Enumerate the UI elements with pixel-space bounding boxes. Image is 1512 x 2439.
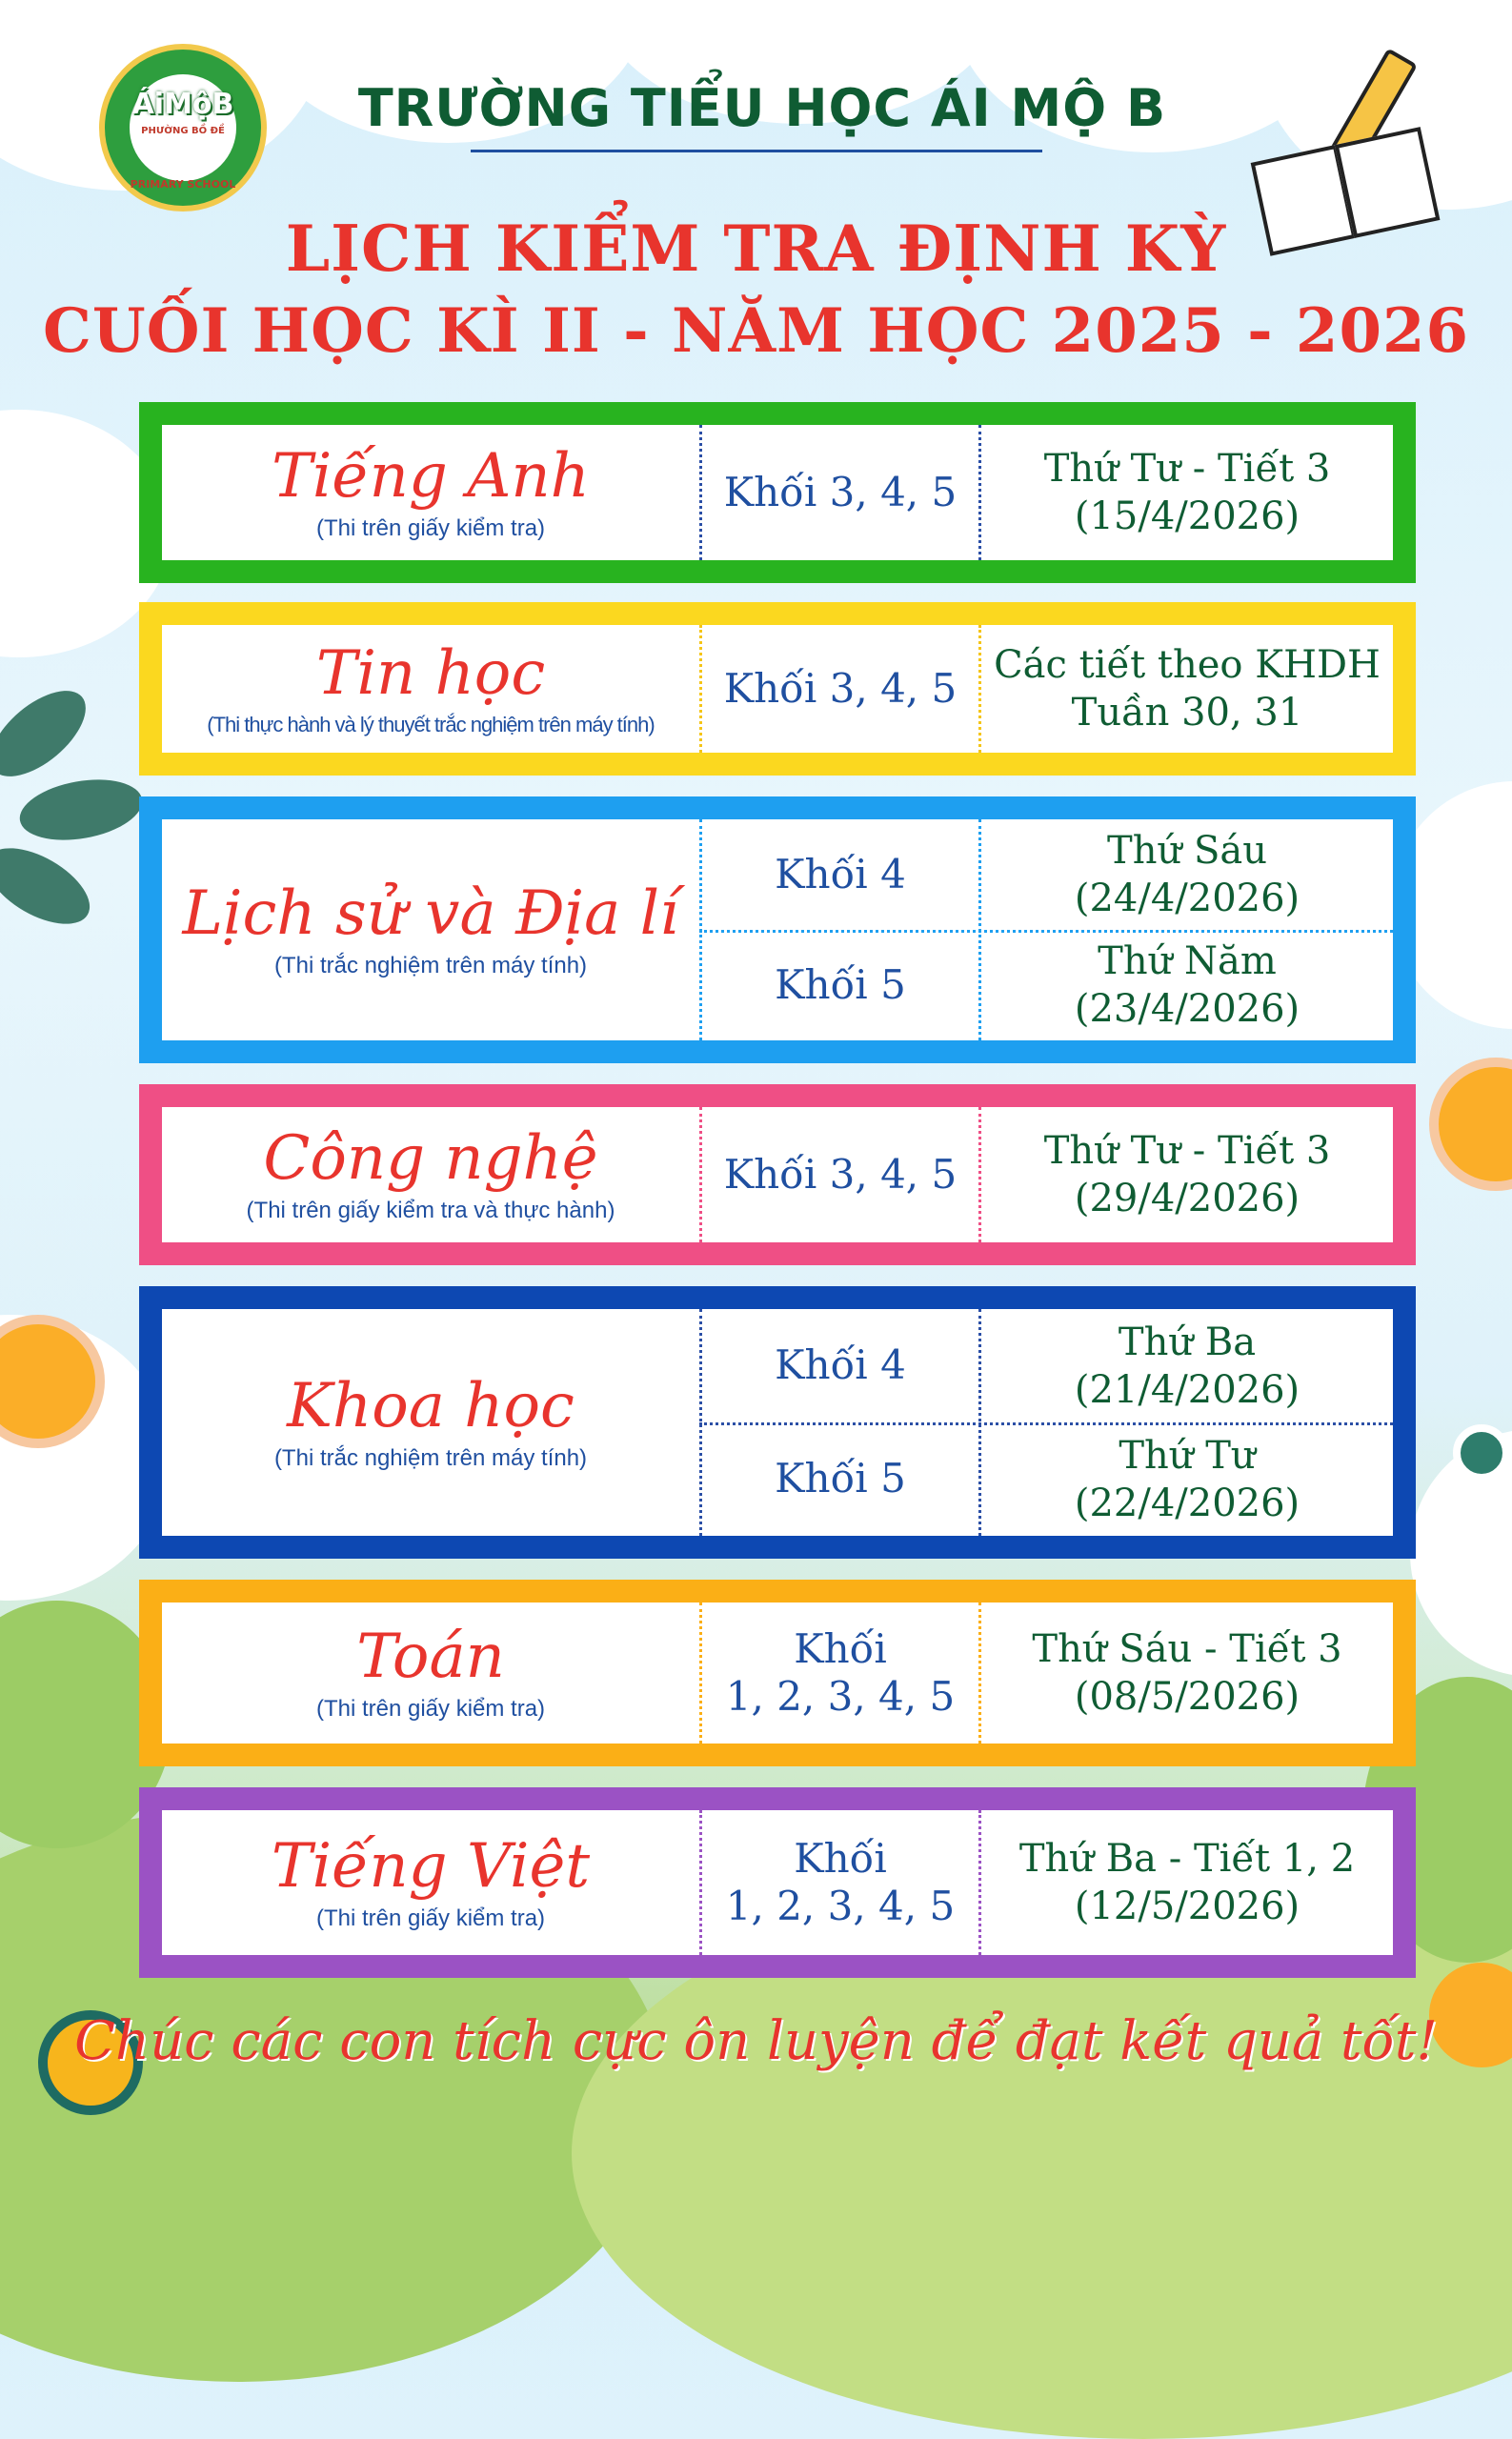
logo-text: ÁiMộB	[131, 88, 234, 121]
date-cell	[981, 625, 1393, 753]
grade-text: Khối 5	[775, 1455, 906, 1502]
subject-cell	[162, 819, 699, 1040]
leaf-decoration	[0, 675, 100, 792]
subject-cell	[162, 1107, 699, 1242]
logo-subtitle: PHƯỜNG BỒ ĐỀ	[141, 126, 225, 136]
subject-name: Khoa học	[287, 1370, 575, 1441]
date-line1: Thứ Tư	[1119, 1433, 1256, 1478]
date-line1: Thứ Ba - Tiết 1, 2	[1018, 1837, 1356, 1881]
grade-cell	[699, 1810, 981, 1955]
date-line2: (24/4/2026)	[1074, 877, 1300, 920]
leaf-decoration	[15, 771, 147, 849]
grade-text: Khối 3, 4, 5	[723, 1150, 958, 1198]
subject-cell	[162, 425, 699, 560]
logo-ring-text: PRIMARY SCHOOL	[130, 178, 236, 191]
school-name: TRƯỜNG TIỂU HỌC ÁI MỘ B	[357, 78, 1167, 138]
subject-card-tieng-anh	[139, 402, 1416, 583]
subject-card-lich-su-dia-li	[139, 796, 1416, 1063]
flower-decoration	[1453, 1424, 1510, 1482]
subject-card-cong-nghe	[139, 1084, 1416, 1265]
grade-text: Khối 3, 4, 5	[723, 664, 958, 712]
grade-cell	[699, 425, 981, 560]
date-line2: (21/4/2026)	[1074, 1367, 1300, 1412]
encouragement-message: Chúc các con tích cực ôn luyện để đạt kết quả tốt!	[74, 2010, 1438, 2072]
grade-cell	[699, 625, 981, 753]
subject-cell	[162, 1810, 699, 1955]
leaf-decoration	[0, 833, 102, 939]
date-cell	[981, 1810, 1393, 1955]
subject-name: Công nghệ	[263, 1122, 598, 1194]
date-line2: (23/4/2026)	[1074, 987, 1300, 1031]
subject-name: Tiếng Việt	[271, 1830, 591, 1902]
subject-card-tieng-viet	[139, 1787, 1416, 1978]
subject-name: Tin học	[315, 637, 546, 709]
subject-note: (Thi trên giấy kiểm tra và thực hành)	[246, 1198, 615, 1224]
subject-name: Lịch sử và Địa lí	[182, 877, 679, 949]
date-line2: (29/4/2026)	[1074, 1177, 1300, 1220]
date-cell	[981, 1602, 1393, 1744]
page-title-line1: LỊCH KIỂM TRA ĐỊNH KỲ	[285, 212, 1227, 286]
date-cell	[981, 425, 1393, 560]
subject-cell	[162, 1309, 699, 1536]
grade-line2: 1, 2, 3, 4, 5	[725, 1883, 956, 1929]
date-line2: (22/4/2026)	[1074, 1481, 1300, 1525]
subject-name: Toán	[356, 1621, 505, 1692]
row-divider	[699, 1422, 1393, 1425]
subject-note: (Thi thực hành và lý thuyết trắc nghiệm trên máy tính)	[207, 713, 655, 737]
row-divider	[699, 930, 1393, 933]
subject-note: (Thi trên giấy kiểm tra)	[315, 1905, 546, 1932]
subject-note: (Thi trên giấy kiểm tra)	[315, 515, 546, 542]
grade-cell	[699, 1107, 981, 1242]
grade-text: Khối 4	[775, 850, 906, 897]
grade-line1: Khối	[794, 1624, 887, 1672]
date-line1: Thứ Sáu - Tiết 3	[1032, 1627, 1342, 1671]
grade-text: Khối 3, 4, 5	[723, 468, 958, 515]
grade-line2: 1, 2, 3, 4, 5	[725, 1673, 956, 1720]
date-line2: (15/4/2026)	[1074, 494, 1300, 538]
grade-cell	[699, 1602, 981, 1744]
page-title-line2: CUỐI HỌC KÌ II - NĂM HỌC 2025 - 2026	[42, 295, 1470, 367]
date-line2: (12/5/2026)	[1074, 1885, 1300, 1928]
subject-card-khoa-hoc	[139, 1286, 1416, 1559]
date-line1: Thứ Sáu	[1107, 829, 1267, 873]
date-line1: Thứ Tư - Tiết 3	[1043, 447, 1331, 491]
date-line2: Tuần 30, 31	[1071, 691, 1303, 735]
subject-cell	[162, 625, 699, 753]
flower-decoration	[1429, 1058, 1512, 1191]
subject-card-toan	[139, 1580, 1416, 1766]
subject-note: (Thi trắc nghiệm trên máy tính)	[273, 1445, 588, 1472]
subject-card-tin-hoc	[139, 602, 1416, 776]
school-name-underline	[471, 150, 1042, 152]
subject-note: (Thi trên giấy kiểm tra)	[315, 1696, 546, 1723]
date-line1: Thứ Năm	[1098, 939, 1277, 983]
subject-cell	[162, 1602, 699, 1744]
date-line2: (08/5/2026)	[1074, 1675, 1300, 1719]
school-logo	[99, 44, 267, 212]
grade-text: Khối 5	[775, 960, 906, 1008]
date-cell	[981, 1107, 1393, 1242]
subject-name: Tiếng Anh	[272, 440, 590, 512]
date-line1: Các tiết theo KHDH	[994, 643, 1381, 687]
subject-note: (Thi trắc nghiệm trên máy tính)	[273, 953, 588, 979]
grade-text: Khối 4	[775, 1341, 906, 1389]
grade-line1: Khối	[794, 1834, 887, 1882]
date-line1: Thứ Tư - Tiết 3	[1043, 1129, 1331, 1173]
date-line1: Thứ Ba	[1118, 1320, 1257, 1364]
